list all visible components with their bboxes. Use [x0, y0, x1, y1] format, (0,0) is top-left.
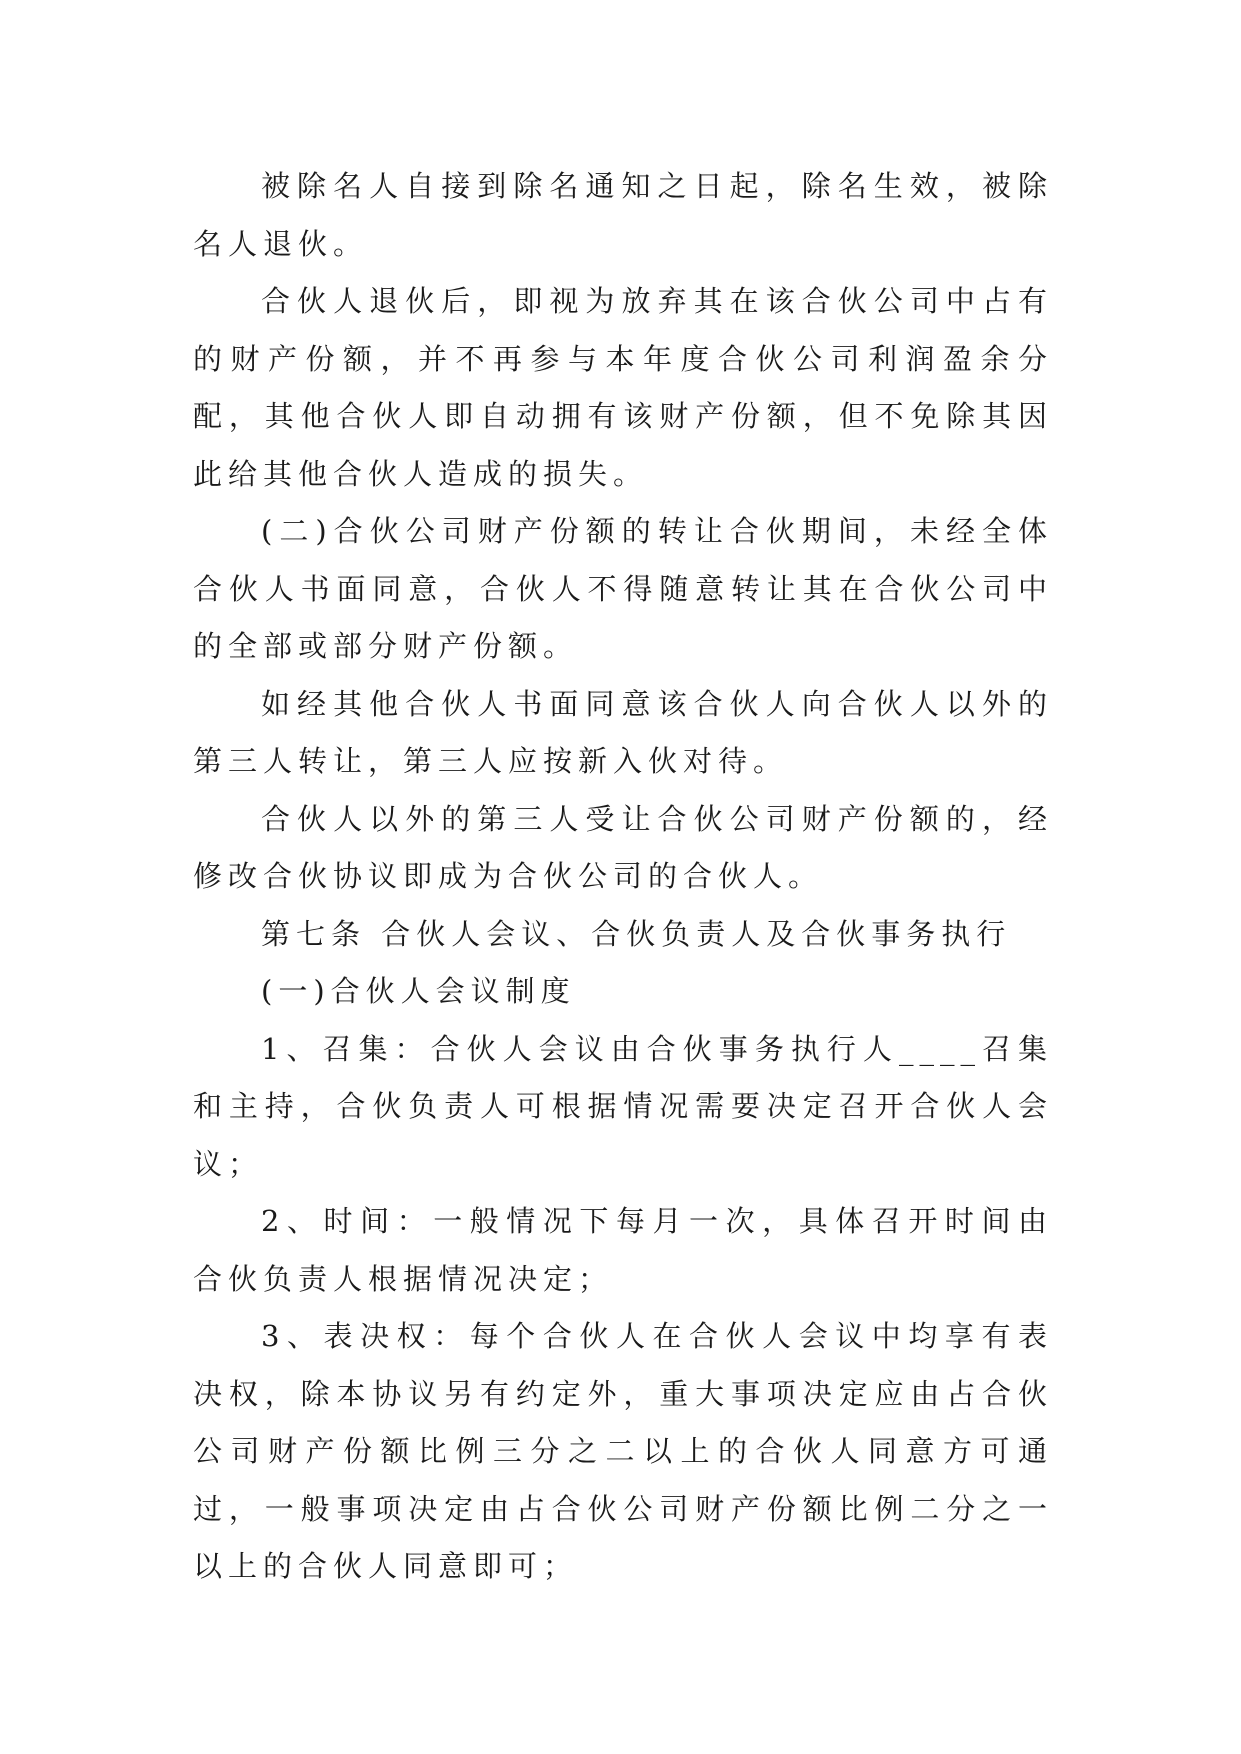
section-meeting-system-heading: (一)合伙人会议制度 [261, 974, 576, 1008]
paragraph-third-party-becomes-partner: 合伙人以外的第三人受让合伙公司财产份额的，经修改合伙协议即成为合伙公司的合伙人。 [193, 801, 1053, 893]
clause-convening: 1、召集：合伙人会议由合伙事务执行人____召集和主持，合伙负责人可根据情况需要决定召开合伙人会议； [193, 1031, 1053, 1181]
paragraph-withdrawal-consequences: 合伙人退伙后，即视为放弃其在该合伙公司中占有的财产份额，并不再参与本年度合伙公司利润盈余分配，其他合伙人即自动拥有该财产份额，但不免除其因此给其他合伙人造成的损失。 [193, 284, 1053, 491]
paragraph-share-transfer: (二)合伙公司财产份额的转让合伙期间，未经全体合伙人书面同意，合伙人不得随意转让其在合伙公司中的全部或部分财产份额。 [193, 514, 1053, 663]
article-seven-heading: 第七条 合伙人会议、合伙负责人及合伙事务执行 [261, 916, 1012, 951]
clause-time: 2、时间：一般情况下每月一次，具体召开时间由合伙负责人根据情况决定； [193, 1204, 1053, 1296]
clause-voting-rights: 3、表决权：每个合伙人在合伙人会议中均享有表决权，除本协议另有约定外，重大事项决定应由占合伙公司财产份额比例三分之二以上的合伙人同意方可通过，一般事项决定由占合伙公司财产份额比例二分之一以上的合伙人同意即可； [193, 1319, 1053, 1583]
paragraph-third-party-transfer: 如经其他合伙人书面同意该合伙人向合伙人以外的第三人转让，第三人应按新入伙对待。 [193, 686, 1053, 778]
document-body [193, 158, 1053, 1596]
paragraph-expulsion-effect: 被除名人自接到除名通知之日起，除名生效，被除名人退伙。 [193, 169, 1053, 261]
